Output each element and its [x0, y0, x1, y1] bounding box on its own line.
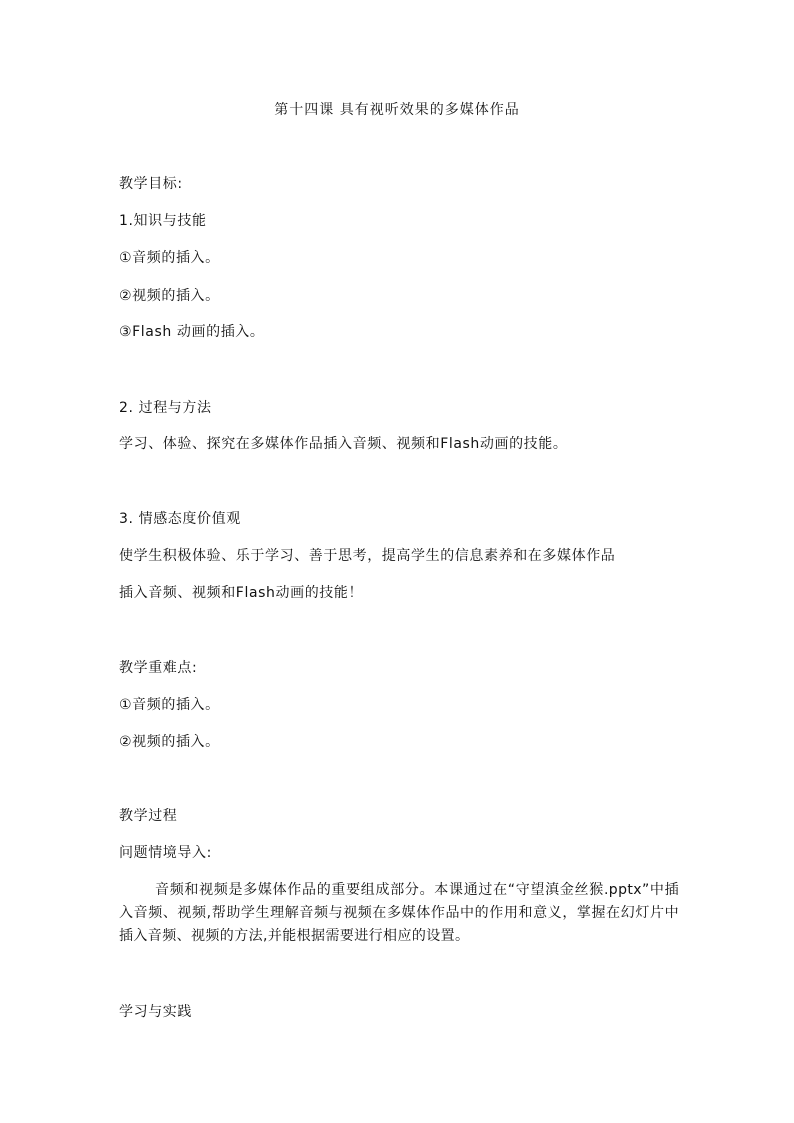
section1-item: ③Flash 动画的插入。 — [119, 324, 265, 340]
section3-body-line: 插入音频、视频和Flash动画的技能！ — [119, 585, 364, 601]
objectives-heading: 教学目标: — [119, 176, 183, 192]
intro-paragraph: 音频和视频是多媒体作品的重要组成部分。本课通过在“守望滇金丝猴.pptx”中插入音频、视频,帮助学生理解音频与视频在多媒体作品中的作用和意义，掌握在幻灯片中插入音频、视频的方法,并能根据需要进行相应的设置。 — [119, 882, 679, 944]
section2-body: 学习、体验、探究在多媒体作品插入音频、视频和Flash动画的技能。 — [119, 436, 568, 452]
key-points-heading: 教学重难点: — [119, 660, 198, 676]
practice-heading: 学习与实践 — [119, 1004, 192, 1020]
section1-heading: 1.知识与技能 — [119, 213, 207, 229]
section2-heading: 2. 过程与方法 — [119, 400, 212, 416]
section1-item: ①音频的插入。 — [119, 250, 220, 266]
key-points-item: ②视频的插入。 — [119, 734, 220, 750]
document-title: 第十四课 具有视听效果的多媒体作品 — [274, 102, 520, 118]
intro-heading: 问题情境导入: — [119, 845, 212, 861]
section1-item: ②视频的插入。 — [119, 288, 220, 304]
key-points-item: ①音频的插入。 — [119, 697, 220, 713]
process-heading: 教学过程 — [119, 808, 178, 824]
section3-heading: 3. 情感态度价值观 — [119, 511, 241, 527]
section3-body-line: 使学生积极体验、乐于学习、善于思考，提高学生的信息素养和在多媒体作品 — [119, 548, 616, 564]
